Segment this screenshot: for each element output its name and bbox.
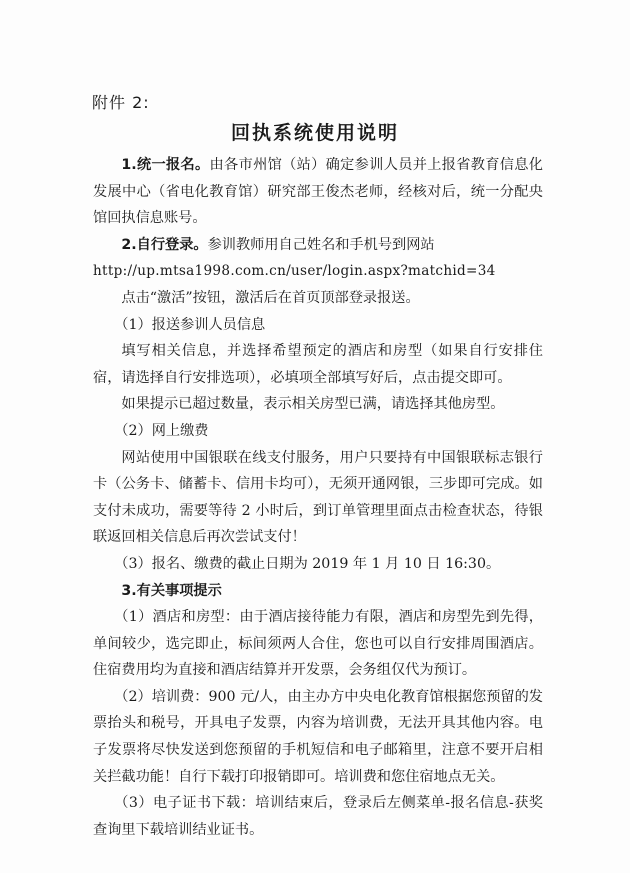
section-2-sub1-para2: 如果提示已超过数量，表示相关房型已满，请选择其他房型。 bbox=[121, 396, 505, 413]
login-url: http://up.mtsa1998.com.cn/user/login.aspx?matchid=34 bbox=[93, 263, 496, 280]
section-1-heading: 1.统一报名。 bbox=[121, 157, 210, 173]
section-2-heading: 2.自行登录。 bbox=[121, 236, 208, 253]
section-3-para3: （3）电子证书下载：培训结束后，登录后左侧菜单-报名信息-获奖查询里下载培训结业证书。 bbox=[93, 795, 543, 838]
document-body bbox=[93, 152, 543, 843]
section-2-url-line bbox=[93, 258, 543, 285]
section-2 bbox=[93, 232, 543, 259]
section-1 bbox=[93, 152, 543, 232]
attachment-label: 附件 2: bbox=[92, 93, 150, 112]
section-2-activate: 点击“激活”按钮，激活后在首页顶部登录报送。 bbox=[121, 289, 420, 306]
section-3-heading: 3.有关事项提示 bbox=[121, 582, 222, 599]
section-3-para2: （2）培训费：900 元/人，由主办方中央电化教育馆根据您预留的发票抬头和税号，开具电子发票，内容为培训费，无法开具其他内容。电子发票将尽快发送到您预留的手机短信和电子邮箱里，注意不要开启相关拦截功能！自行下载打印报销即可。培训费和您住宿地点无关。 bbox=[93, 688, 543, 785]
page-title: 回执系统使用说明 bbox=[230, 122, 399, 144]
section-2-sub3: （3）报名、缴费的截止日期为 2019 年 1 月 10 日 16:30。 bbox=[114, 555, 501, 572]
section-2-sub1-heading: （1）报送参训人员信息 bbox=[114, 316, 266, 333]
section-2-sub2-heading: （2）网上缴费 bbox=[114, 422, 209, 439]
section-2-sub2-para1: 网站使用中国银联在线支付服务，用户只要持有中国银联标志银行卡（公务卡、储蓄卡、信用卡均可），无须开通网银，三步即可完成。如支付未成功，需要等待 2 小时后，到订单管理里面点击检查状态，待银联返回相关信息后再次尝试支付！ bbox=[93, 449, 543, 546]
section-2-text: 参训教师用自己姓名和手机号到网站 bbox=[207, 236, 435, 253]
section-1-text: 由各市州馆（站）确定参训人员并上报省教育信息化发展中心（省电化教育馆）研究部王俊杰老师，经核对后，统一分配央馆回执信息账号。 bbox=[93, 157, 543, 227]
section-2-sub1-para1: 填写相关信息，并选择希望预定的酒店和房型（如果自行安排住宿，请选择自行安排选项），必填项全部填写好后，点击提交即可。 bbox=[93, 343, 543, 386]
section-3-para1: （1）酒店和房型：由于酒店接待能力有限，酒店和房型先到先得，单间较少，选完即止，标间须两人合住，您也可以自行安排周围酒店。住宿费用均为直接和酒店结算并开发票，会务组仅代为预订。 bbox=[93, 609, 543, 679]
